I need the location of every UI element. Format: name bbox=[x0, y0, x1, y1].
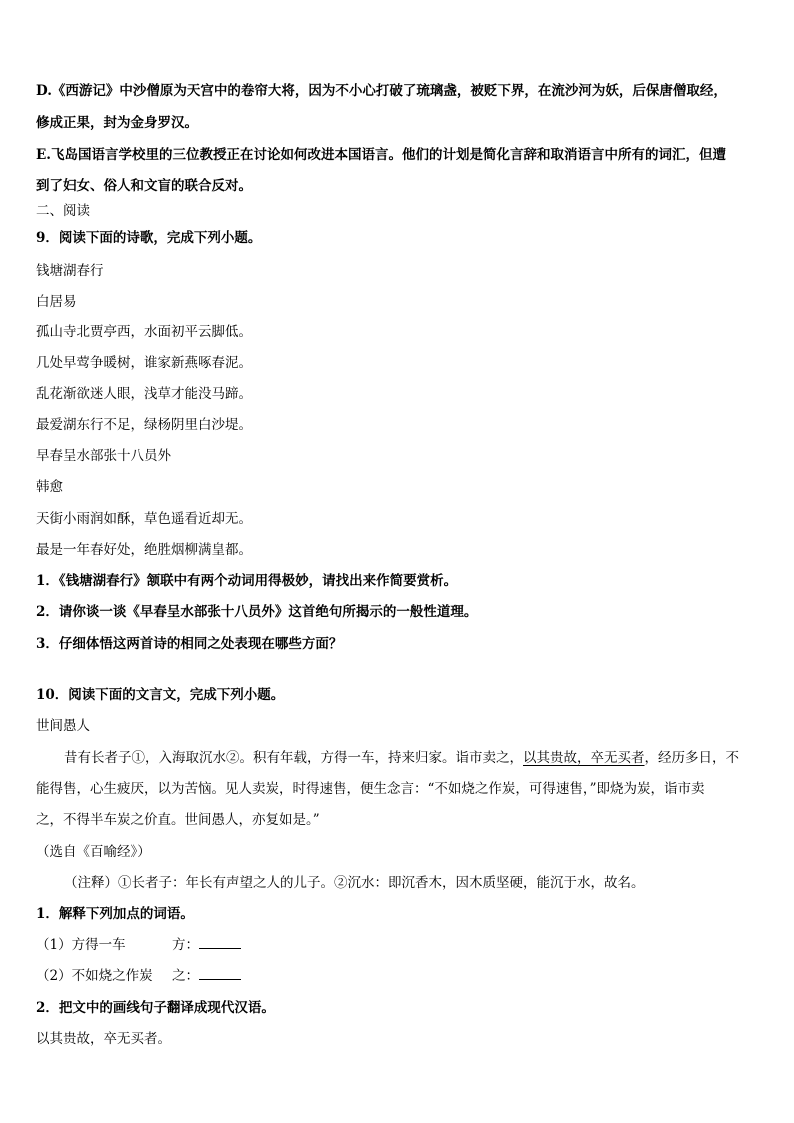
section-title: 二、阅读 bbox=[36, 203, 90, 219]
q10-sub2-sentence: 以其贵故，卒无买者。 bbox=[36, 1031, 171, 1047]
item-word: 方： bbox=[172, 937, 199, 953]
option-e-line1: E.飞岛国语言学校里的三位教授正在讨论如何改进本国语言。他们的计划是简化言辞和取消语言中所有的词汇，但遭 bbox=[36, 147, 726, 163]
poem2-title: 早春呈水部张十八员外 bbox=[36, 448, 171, 464]
poem1-author: 白居易 bbox=[36, 294, 77, 310]
q9-sub3: 3．仔细体悟这两首诗的相同之处表现在哪些方面？ bbox=[36, 636, 343, 652]
option-d-line2: 修成正果，封为金身罗汉。 bbox=[36, 115, 198, 131]
q10-stem: 10．阅读下面的文言文，完成下列小题。 bbox=[36, 687, 285, 703]
passage-source: （选自《百喻经》） bbox=[36, 844, 151, 860]
poem1-line: 乱花渐欲迷人眼，浅草才能没马蹄。 bbox=[36, 386, 252, 402]
poem2-author: 韩愈 bbox=[36, 479, 63, 495]
q9-stem: 9．阅读下面的诗歌，完成下列小题。 bbox=[36, 230, 262, 246]
option-e-line2: 到了妇女、俗人和文盲的联合反对。 bbox=[36, 178, 252, 194]
q10-sub2: 2．把文中的画线句子翻译成现代汉语。 bbox=[36, 1000, 275, 1016]
poem2-line: 最是一年春好处，绝胜烟柳满皇都。 bbox=[36, 542, 252, 558]
passage-text: 昔有长者子①，入海取沉水②。积有年载，方得一车，持来归家。诣市卖之， bbox=[64, 750, 523, 766]
q9-sub1: 1．《钱塘湖春行》颔联中有两个动词用得极妙，请找出来作简要赏析。 bbox=[36, 573, 458, 589]
passage-line3: 之，不得半车炭之价直。世间愚人，亦复如是。” bbox=[36, 812, 320, 828]
poem1-line: 最爱湖东行不足，绿杨阴里白沙堤。 bbox=[36, 417, 252, 433]
option-d-line1: D.《西游记》中沙僧原为天宫中的卷帘大将，因为不小心打破了琉璃盏，被贬下界，在流沙河为妖，后保唐僧取经， bbox=[36, 83, 727, 99]
poem1-line: 几处早莺争暖树，谁家新燕啄春泥。 bbox=[36, 355, 252, 371]
passage-note: （注释）①长者子：年长有声望之人的儿子。②沉水：即沉香木，因木质坚硬，能沉于水，故名。 bbox=[64, 875, 645, 891]
poem1-line: 孤山寺北贾亭西，水面初平云脚低。 bbox=[36, 324, 252, 340]
answer-blank[interactable] bbox=[199, 936, 241, 949]
poem1-title: 钱塘湖春行 bbox=[36, 263, 104, 279]
item-text: （1）方得一车 bbox=[36, 937, 126, 953]
q10-sub1-item2 bbox=[36, 967, 758, 985]
q10-title: 世间愚人 bbox=[36, 718, 90, 734]
poem2-line: 天街小雨润如酥，草色遥看近却无。 bbox=[36, 511, 252, 527]
q10-sub1: 1．解释下列加点的词语。 bbox=[36, 906, 194, 922]
passage-line2: 能得售，心生疲厌，以为苦恼。见人卖炭，时得速售，便生念言：“不如烧之作炭，可得速售，”即烧为炭，诣市卖 bbox=[36, 781, 705, 797]
answer-blank[interactable] bbox=[199, 967, 241, 980]
item-word: 之： bbox=[172, 968, 199, 984]
q9-sub2: 2．请你谈一谈《早春呈水部张十八员外》这首绝句所揭示的一般性道理。 bbox=[36, 604, 478, 620]
passage-text: ，经历多日，不 bbox=[644, 750, 739, 766]
passage-line1 bbox=[64, 749, 758, 767]
item-text: （2）不如烧之作炭 bbox=[36, 968, 153, 984]
q10-sub1-item1 bbox=[36, 936, 758, 954]
underlined-sentence: 以其贵故，卒无买者 bbox=[523, 750, 645, 766]
